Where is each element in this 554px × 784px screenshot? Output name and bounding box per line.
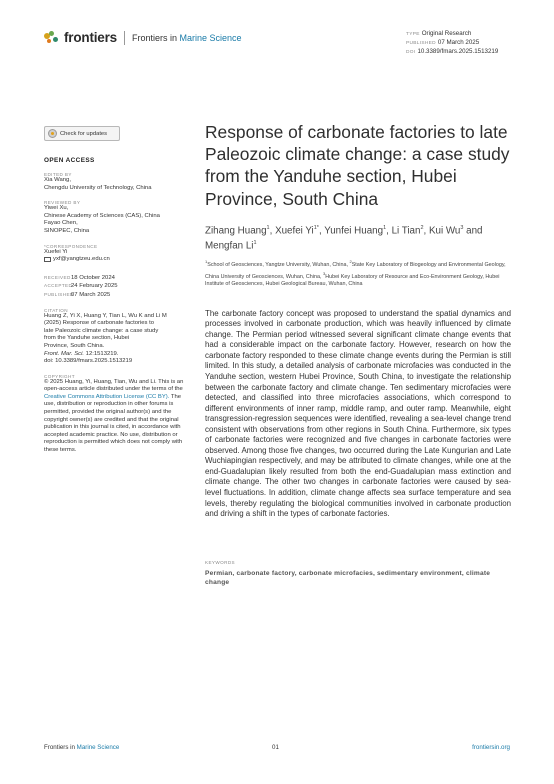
frontiers-logo-icon [44,31,60,45]
citation-label: CITATION [44,307,68,313]
copyright-label: COPYRIGHT [44,373,75,379]
footer-site-link[interactable]: frontiersin.org [472,744,510,751]
author: Xuefei Yi [275,225,314,237]
abstract: The carbonate factory concept was proposed to understand the spatial dynamics and processes involved in carbonate production, which was heavily influenced by climate change. The Permian period witnessed several significant climate change events that had a considerable impact on the carbonate factory. However, research on how the carbonate factory responded to these climate change events during the Permian is still limited. In this study, a detailed analysis of carbonate microfacies was conducted in the Yanduhe section, western Hubei Province, South China, to investigate the relationship between the carbonate factory and climate change. Ten sedimentary microfacies were detected, and classified into three microfacies associations, which correspond to different environments of inner ramp, middle ramp, and outer ramp. Meanwhile, eight transgression-regression sequences were identified, revealing a sea-level change trend consistent with observations from other regions in South China. Furthermore, six types of carbonate factories were recognized and five changes in carbonate factories were observed. Among those five changes, two occurred during the Late Kungurian and Late Wuchiapingian respectively, and may be attributed to climate changes, while one at the end-Guadalupian likely resulted from both the end-Guadalupian mass extinction and climate change. The other two changes in carbonate factories were caused by sea-level fluctuations. In addition, climate change affects sea surface temperature and sea levels, thereby regulating the biological communities involved in carbonate production and driving a shift in the types of carbonate factories. [205,308,511,519]
footer-journal[interactable]: Frontiers in Marine Science [44,744,120,751]
citation-doi[interactable]: doi: 10.3389/fmars.2025.1513219 [44,358,133,365]
page-header [44,30,514,54]
reviewed-by-label: REVIEWED BY [44,200,81,206]
correspondence-email[interactable]: yxf@yangtzeu.edu.cn [53,256,110,263]
edited-by-label: EDITED BY [44,172,72,177]
author: Yunfei Huang [324,225,384,237]
check-for-updates-button[interactable] [44,126,120,141]
keywords-label: KEYWORDS [205,559,235,565]
editor: Xia Wang, Chengdu University of Technology, China [44,177,152,191]
author-list: Zihang Huang$^1$, Xuefei $Yi^{1*}$, Yunfei Huang$^1$, Li Tian$^2$, Kui Wu$^3$ and Mengfan Li$^1$ [205,224,483,252]
page-number: 01 [272,744,279,751]
date-published: PUBLISHED07 March 2025 [44,291,111,298]
mail-icon [44,257,51,262]
correspondence-label: *CORRESPONDENCE [44,243,98,249]
article-main [205,121,511,587]
date-accepted: ACCEPTED24 February 2025 [44,283,118,290]
meta-doi: DOI 10.3389/fmars.2025.1513219 [406,48,499,56]
frontiers-logo[interactable] [44,30,242,45]
keywords: Permian, carbonate factory, carbonate microfacies, sedimentary environment, climate change [205,569,491,586]
article-title: Response of carbonate factories to late Paleozoic climate change: a case study from the Yanduhe section, Hubei Province, South China [205,122,510,209]
author: Mengfan Li [205,240,254,252]
cc-by-license-link[interactable]: Creative Commons Attribution License (CC BY). [44,393,170,400]
journal-name[interactable]: Frontiers in Marine Science [131,32,242,43]
open-access-label: OPEN ACCESS [44,157,95,164]
author: Zihang Huang [205,225,267,237]
sidebar [44,126,186,455]
author: Li Tian [391,225,421,237]
affiliations: $^1$School of Geosciences, Yangtze University, Wuhan, China, $^2$State Key Laboratory of Biogeology and Environmental Geology, China University of Geosciences, Wuhan, China, $^3$Hubei Key Laboratory of Resource and Eco-Environment Geology, Hubei Institute of Geosciences, Hubei Geological Bureau, Wuhan, China [205,259,506,288]
author: Kui Wu [428,225,461,237]
logo-divider [124,31,125,45]
meta-type: TYPE Original Research [406,30,472,37]
article-dates [44,274,186,300]
date-received: RECEIVED18 October 2024 [44,274,115,281]
copyright: © 2025 Huang, Yi, Huang, Tian, Wu and Li. This is an open-access article distributed under the terms of the Creative Commons Attribution License (CC BY). The use, distribution or reproduction in other forums is permitted, provided the original author(s) and the copyright owner(s) are credited and that the original publication in this journal is cited, in accordance with accepted academic practice. No use, distribution or reproduction is permitted which does not comply with these terms. [44,378,184,454]
brand-name: frontiers [64,30,117,45]
check-updates-icon [48,129,57,138]
reviewers: Yiwei Xu, Chinese Academy of Sciences (CAS), China Fayao Chen, SINOPEC, China [44,205,160,234]
citation: Huang Z, Yi X, Huang Y, Tian L, Wu K and Li M (2025) Response of carbonate factories to late Paleozoic climate change: a case study from the Yanduhe section, Hubei Province, South China. Front. Mar. Sci. 12:1513219. doi: 10.3389/fmars.2025.1513219 [44,313,186,366]
article-meta [406,30,498,58]
correspondence [44,249,186,264]
check-updates-label: Check for updates [60,130,108,137]
meta-published: PUBLISHED 07 March 2025 [406,39,480,47]
correspondence-name: Xuefei Yi [44,248,68,255]
